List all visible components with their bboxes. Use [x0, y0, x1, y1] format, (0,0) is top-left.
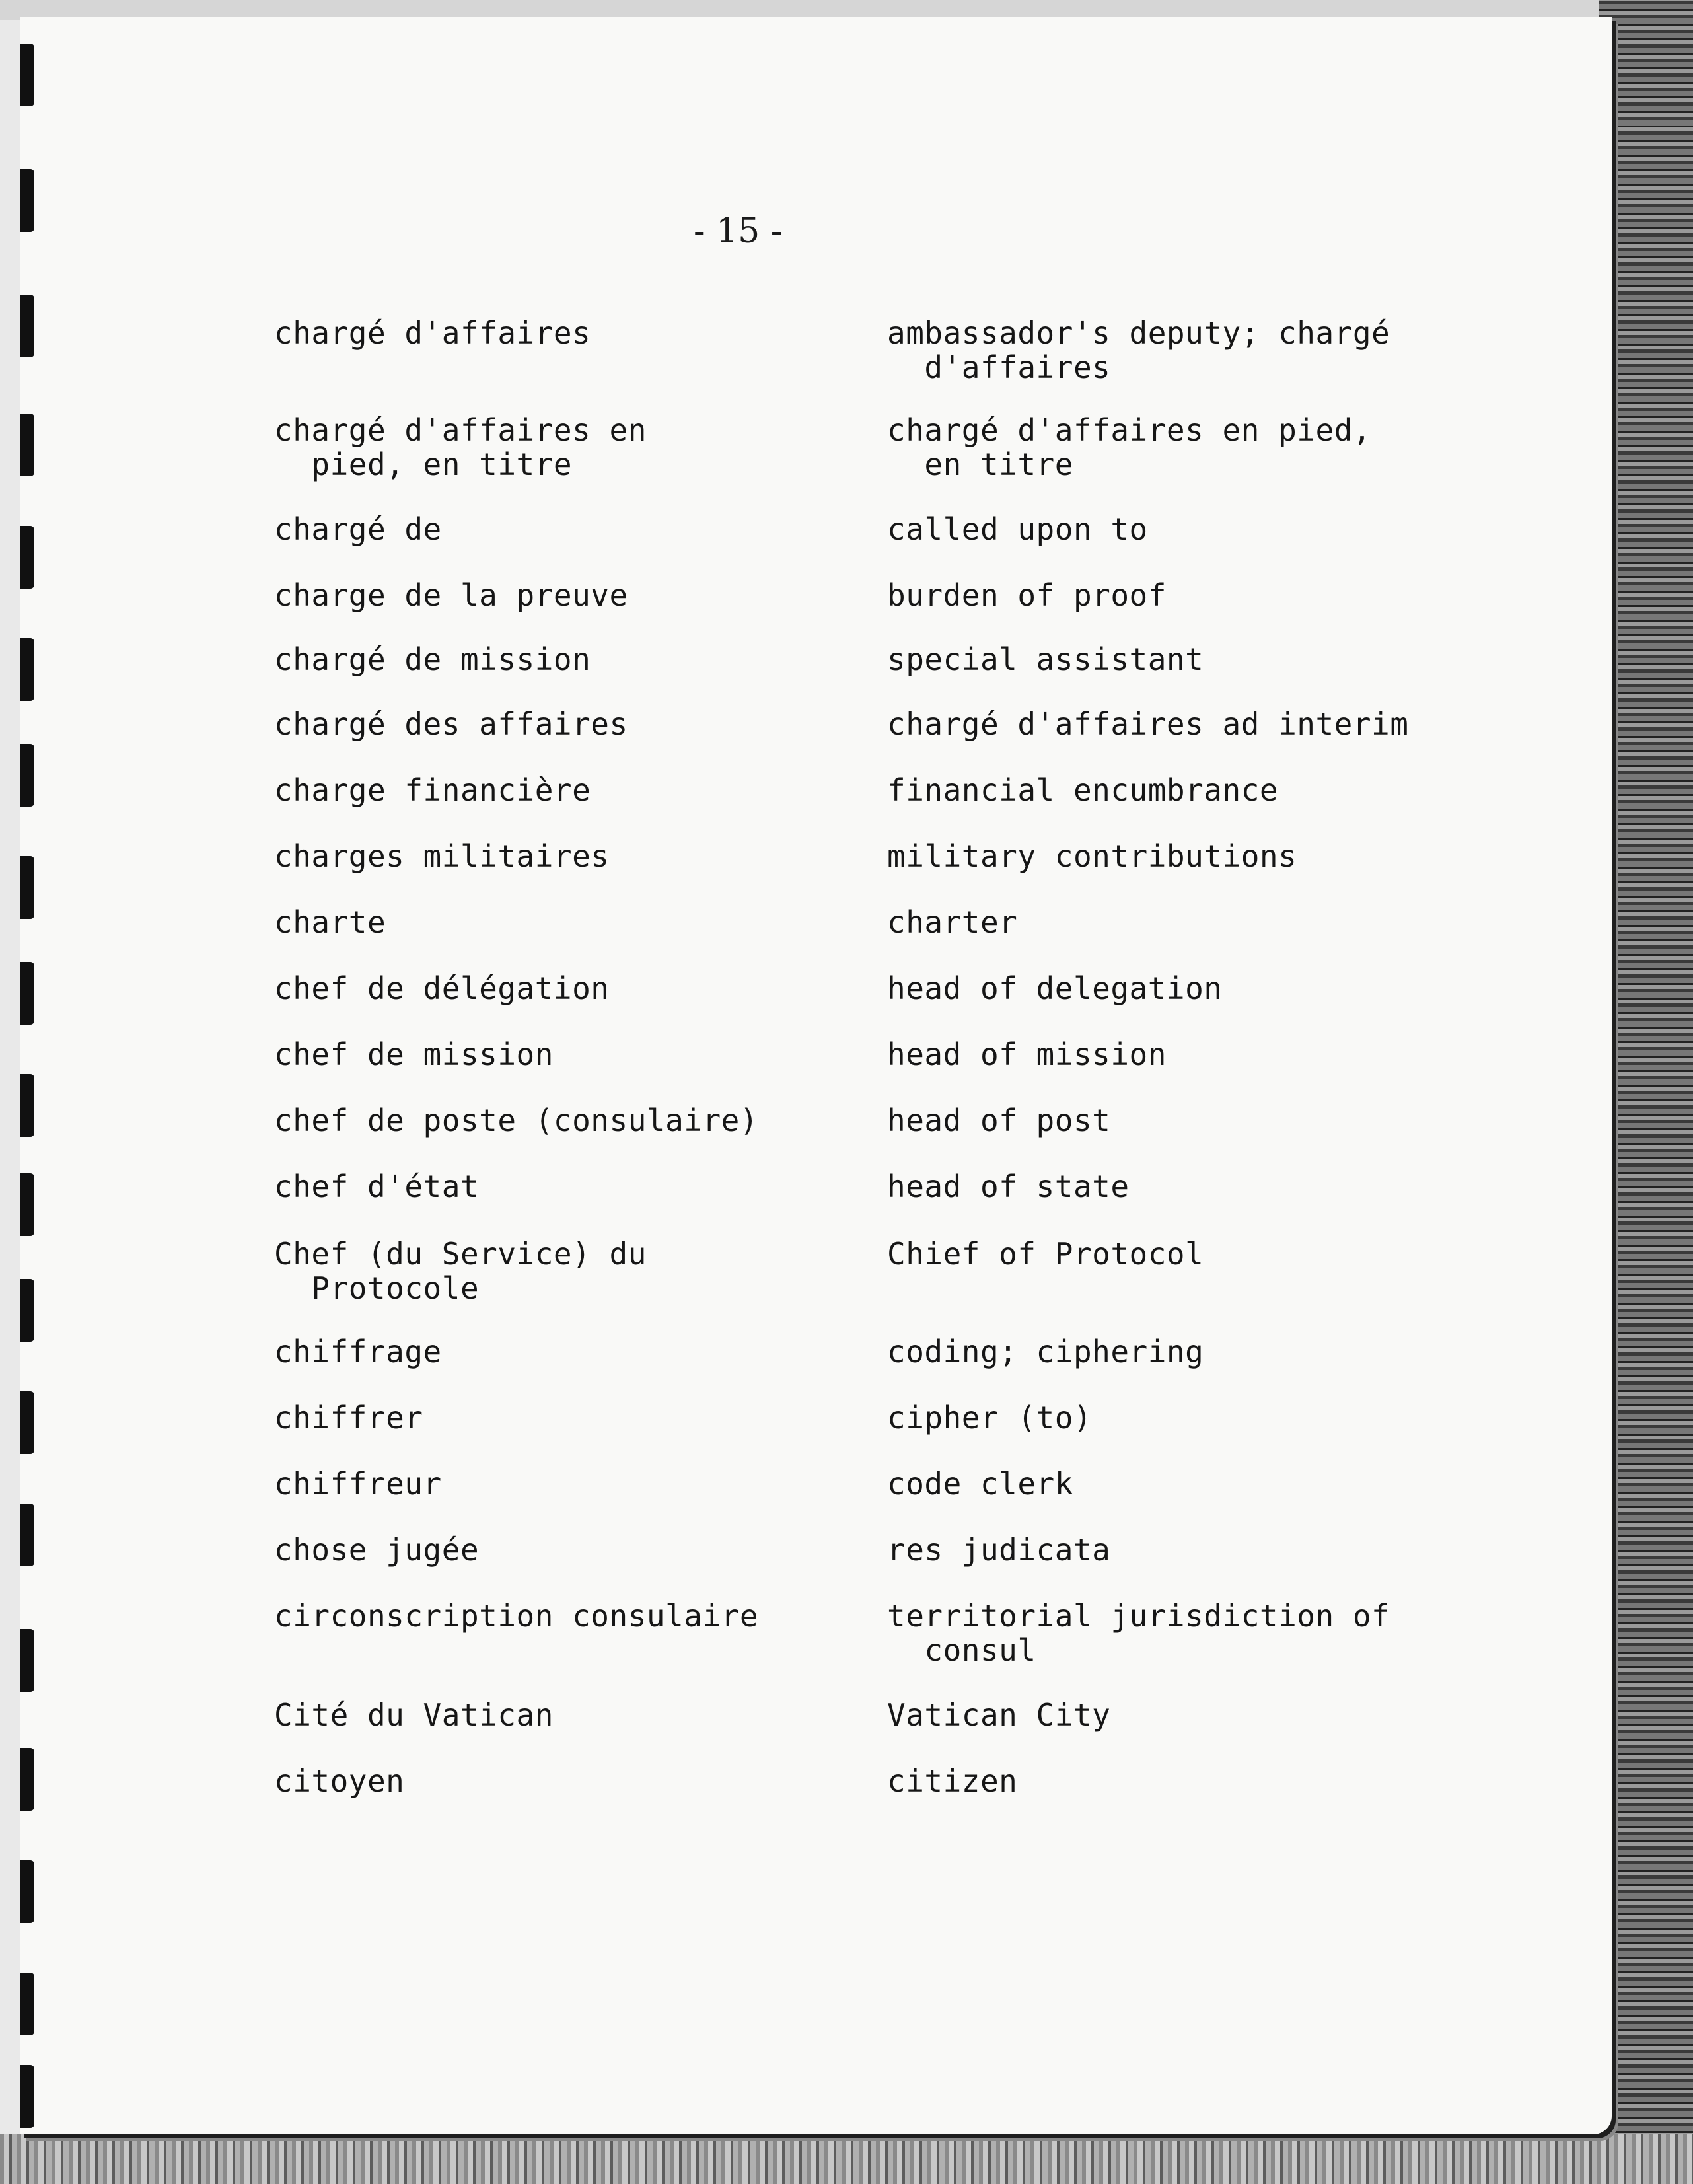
punch-mark [20, 1860, 34, 1923]
english-translation: head of mission [887, 1037, 1167, 1072]
punch-mark [20, 1391, 34, 1454]
french-term: Chef (du Service) du Protocole [274, 1236, 647, 1306]
french-term: chargé de mission [274, 641, 591, 677]
french-term: charte [274, 904, 386, 940]
english-translation: head of delegation [887, 970, 1223, 1006]
punch-mark [20, 962, 34, 1025]
punch-mark [20, 2065, 34, 2128]
english-translation: charter [887, 904, 1018, 940]
english-translation: ambassador's deputy; chargé d'affaires [887, 315, 1390, 385]
punch-mark [20, 856, 34, 919]
french-term: chargé de [274, 511, 442, 547]
english-translation: called upon to [887, 511, 1148, 547]
english-translation: code clerk [887, 1466, 1073, 1502]
french-term: charge financière [274, 772, 591, 808]
english-translation: financial encumbrance [887, 772, 1279, 808]
punch-mark [20, 744, 34, 807]
english-translation: special assistant [887, 641, 1204, 677]
french-term: chargé d'affaires [274, 315, 591, 351]
english-translation: Vatican City [887, 1697, 1111, 1733]
french-term: chef de mission [274, 1037, 554, 1072]
punch-mark [20, 1074, 34, 1137]
english-translation: cipher (to) [887, 1400, 1093, 1436]
english-translation: burden of proof [887, 577, 1167, 613]
french-term: Cité du Vatican [274, 1697, 554, 1733]
french-term: chef d'état [274, 1169, 480, 1204]
english-translation: Chief of Protocol [887, 1236, 1204, 1272]
french-term: chiffreur [274, 1466, 442, 1502]
scanner-bed-bottom [0, 2134, 1693, 2184]
english-translation: res judicata [887, 1532, 1111, 1568]
french-term: citoyen [274, 1763, 405, 1799]
french-term: chiffrer [274, 1400, 423, 1436]
english-translation: territorial jurisdiction of consul [887, 1598, 1390, 1668]
punch-mark [20, 638, 34, 701]
punch-mark [20, 1629, 34, 1692]
french-term: charge de la preuve [274, 577, 628, 613]
punch-mark [20, 526, 34, 589]
english-translation: head of post [887, 1103, 1111, 1138]
french-term: chiffrage [274, 1334, 442, 1369]
punch-mark [20, 1173, 34, 1236]
english-translation: head of state [887, 1169, 1130, 1204]
punch-mark [20, 295, 34, 357]
french-term: chargé des affaires [274, 706, 628, 742]
punch-mark [20, 1504, 34, 1566]
english-translation: chargé d'affaires en pied, en titre [887, 412, 1372, 482]
punch-mark [20, 44, 34, 106]
english-translation: chargé d'affaires ad interim [887, 706, 1409, 742]
french-term: chef de poste (consulaire) [274, 1103, 759, 1138]
french-term: circonscription consulaire [274, 1598, 759, 1634]
english-translation: military contributions [887, 838, 1297, 874]
french-term: chef de délégation [274, 970, 610, 1006]
punch-mark [20, 1973, 34, 2035]
page-number: - 15 - [694, 211, 783, 251]
english-translation: citizen [887, 1763, 1018, 1799]
english-translation: coding; ciphering [887, 1334, 1204, 1369]
scanner-bed-right [1599, 0, 1693, 2184]
french-term: chargé d'affaires en pied, en titre [274, 412, 647, 482]
french-term: chose jugée [274, 1532, 480, 1568]
punch-mark [20, 414, 34, 476]
french-term: charges militaires [274, 838, 610, 874]
punch-mark [20, 169, 34, 232]
punch-mark [20, 1748, 34, 1811]
punch-mark [20, 1279, 34, 1342]
